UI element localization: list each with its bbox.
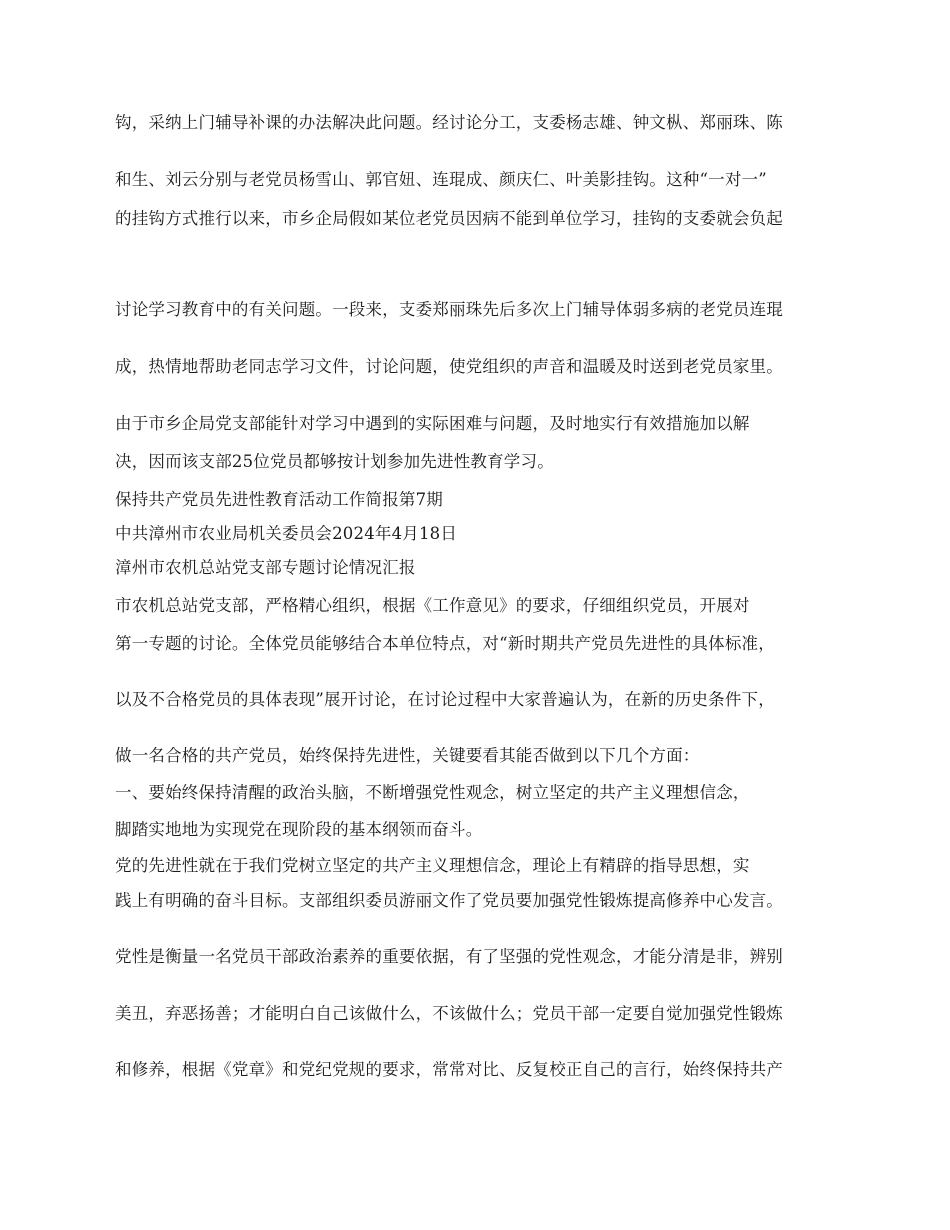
paragraph-8: 保持共产党员先进性教育活动工作简报第7期 (115, 490, 443, 509)
paragraph-12: 第一专题的讨论。全体党员能够结合本单位特点，对“新时期共产党员先进性的具体标准， (115, 634, 775, 653)
paragraph-4: 讨论学习教育中的有关问题。一段来，支委郑丽珠先后多次上门辅导体弱多病的老党员连琨 (115, 300, 783, 319)
paragraph-18: 践上有明确的奋斗目标。支部组织委员游丽文作了党员要加强党性锻炼提高修养中心发言。 (115, 891, 783, 910)
paragraph-11: 市农机总站党支部，严格精心组织，根据《工作意见》的要求，仔细组织党员，开展对 (115, 596, 750, 615)
paragraph-16: 脚踏实地地为实现党在现阶段的基本纲领而奋斗。 (115, 820, 483, 839)
paragraph-10: 漳州市农机总站党支部专题讨论情况汇报 (115, 558, 416, 577)
paragraph-1: 钩，采纳上门辅导补课的办法解决此问题。经讨论分工，支委杨志雄、钟文枞、郑丽珠、陈 (115, 113, 783, 132)
paragraph-15: 一、要始终保持清醒的政治头脑，不断增强党性观念，树立坚定的共产主义理想信念， (115, 783, 750, 802)
paragraph-19: 党性是衡量一名党员干部政治素养的重要依据，有了坚强的党性观念，才能分清是非，辨别 (115, 947, 783, 966)
paragraph-9: 中共漳州市农业局机关委员会2024年4月18日 (115, 524, 458, 543)
paragraph-2: 和生、刘云分别与老党员杨雪山、郭官妞、连琨成、颜庆仁、叶美影挂钩。这种“一对一” (115, 170, 767, 189)
paragraph-17: 党的先进性就在于我们党树立坚定的共产主义理想信念，理论上有精辟的指导思想，实 (115, 856, 750, 875)
paragraph-3: 的挂钩方式推行以来，市乡企局假如某位老党员因病不能到单位学习，挂钩的支委就会负起 (115, 209, 783, 228)
paragraph-20: 美丑，弃恶扬善；才能明白自己该做什么，不该做什么；党员干部一定要自觉加强党性锻炼 (115, 1004, 783, 1023)
paragraph-13: 以及不合格党员的具体表现”展开讨论，在讨论过程中大家普遍认为，在新的历史条件下， (115, 690, 775, 709)
paragraph-5: 成，热情地帮助老同志学习文件，讨论问题，使党组织的声音和温暖及时送到老党员家里。 (115, 357, 783, 376)
paragraph-6: 由于市乡企局党支部能针对学习中遇到的实际困难与问题，及时地实行有效措施加以解 (115, 414, 750, 433)
paragraph-14: 做一名合格的共产党员，始终保持先进性，关键要看其能否做到以下几个方面： (115, 746, 700, 765)
paragraph-7: 决，因而该支部25位党员都够按计划参加先进性教育学习。 (115, 452, 554, 471)
paragraph-21: 和修养，根据《党章》和党纪党规的要求，常常对比、反复校正自己的言行，始终保持共产 (115, 1060, 783, 1079)
